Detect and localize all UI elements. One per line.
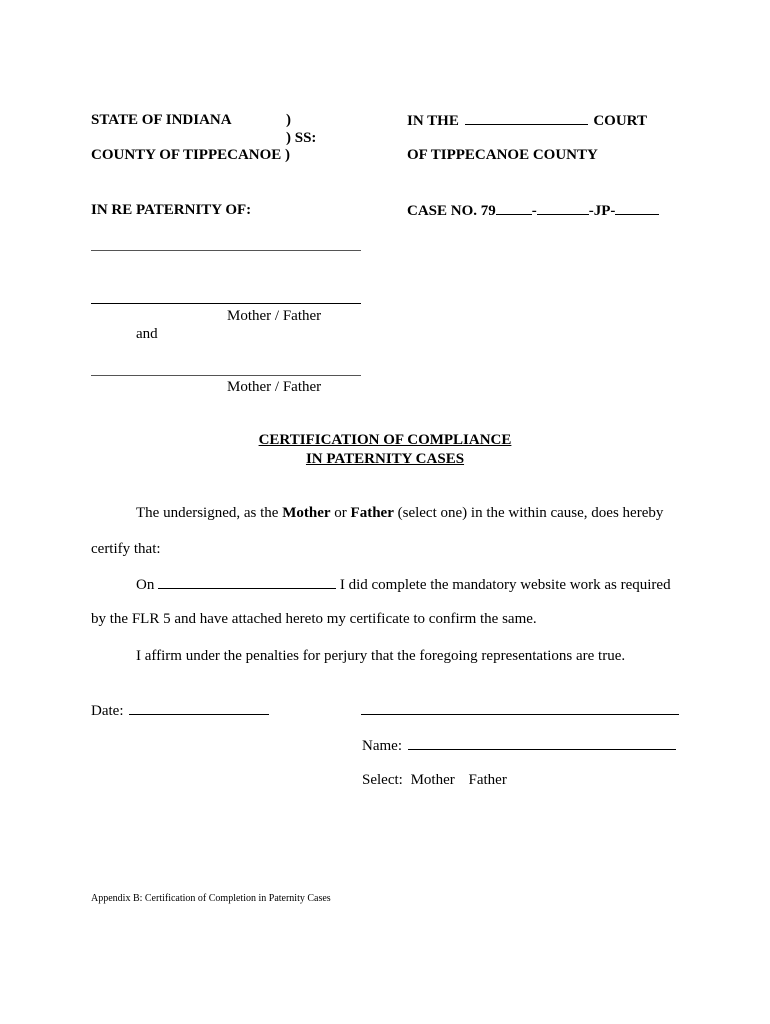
court-label: COURT [593, 113, 647, 129]
in-re-label: IN RE PATERNITY OF: [91, 202, 252, 218]
case-number [407, 202, 659, 220]
party2-name-line[interactable] [91, 375, 361, 376]
paragraph-2-line2: by the FLR 5 and have attached hereto my certificate to confirm the same. [91, 611, 537, 627]
date-label: Date: [91, 703, 124, 719]
party1-role: Mother / Father [227, 308, 322, 324]
case-sep-1: - [531, 203, 537, 219]
document-title-line1: CERTIFICATION OF COMPLIANCE [258, 432, 512, 448]
of-county-label: OF TIPPECANOE COUNTY [407, 147, 598, 163]
select-row [362, 772, 507, 789]
p1-or: or [330, 505, 351, 521]
paragraph-3: I affirm under the penalties for perjury that the foregoing representations are true. [136, 648, 626, 664]
p1-mother: Mother [282, 505, 331, 521]
p1-father: Father [350, 505, 394, 521]
caption-paren: ) [286, 112, 291, 128]
paragraph-1 [136, 505, 663, 522]
name-label: Name: [362, 738, 402, 754]
select-label: Select: [362, 772, 403, 788]
party2-role: Mother / Father [227, 379, 322, 395]
date-row [91, 702, 269, 720]
signature-line[interactable] [361, 714, 679, 715]
case-no-prefix: CASE NO. 79 [407, 203, 496, 219]
name-field[interactable] [408, 737, 676, 750]
ss-label: ) SS: [286, 130, 317, 146]
child-name-line[interactable] [91, 250, 361, 251]
case-sep-2: -JP- [588, 203, 616, 219]
case-no-field-2[interactable] [537, 202, 589, 215]
and-label: and [136, 326, 158, 342]
completion-date-field[interactable] [158, 576, 336, 589]
footer-text: Appendix B: Certification of Completion in Paternity Cases [91, 893, 331, 904]
court-name-field[interactable] [465, 112, 588, 125]
document-title-line2: IN PATERNITY CASES [305, 451, 465, 467]
select-father-option[interactable]: Father [468, 772, 507, 788]
paragraph-2 [136, 576, 671, 594]
p2-rest: I did complete the mandatory website work as required [336, 577, 671, 593]
case-no-field-1[interactable] [496, 202, 532, 215]
p1-end: (select one) in the within cause, does hereby [393, 505, 664, 521]
state-label: STATE OF INDIANA [91, 112, 232, 128]
select-mother-option[interactable]: Mother [410, 772, 455, 788]
p2-on: On [136, 577, 155, 593]
name-row [362, 737, 676, 755]
in-the-label: IN THE [407, 113, 459, 129]
court-line [407, 112, 647, 130]
party1-name-line[interactable] [91, 303, 361, 304]
case-no-field-3[interactable] [615, 202, 659, 215]
p1-start: The undersigned, as the [136, 505, 283, 521]
county-label: COUNTY OF TIPPECANOE ) [91, 147, 291, 163]
date-field[interactable] [129, 702, 269, 715]
paragraph-1-line2: certify that: [91, 541, 161, 557]
